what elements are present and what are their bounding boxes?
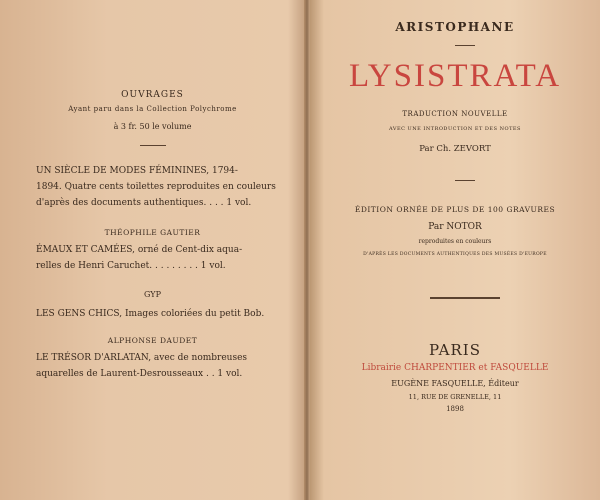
ouvrages-heading: OUVRAGES: [121, 90, 184, 100]
author-gyp: GYP: [144, 290, 161, 299]
illustrator-line: Par NOTOR: [428, 222, 482, 232]
translator-line: Par Ch. ZEVORT: [419, 144, 491, 154]
author-gautier: THÉOPHILE GAUTIER: [104, 228, 201, 237]
city: PARIS: [428, 341, 482, 359]
ornament-rule: [430, 297, 500, 299]
author-daudet: ALPHONSE DAUDET: [107, 336, 198, 345]
entry-gens-chics: LES GENS CHICS, Images coloriées du petit Bob.: [36, 309, 265, 319]
address-line: 11, RUE DE GRENELLE, 11: [408, 393, 502, 401]
divider: [455, 45, 475, 46]
right-page: [310, 0, 600, 500]
traduction-line: TRADUCTION NOUVELLE: [402, 110, 508, 118]
entry-modes: UN SIÈCLE DE MODES FÉMININES, 1794- 1894. Quatre cents toilettes reproduites en couleurs d'après des documents authentiques. . . . 1 vol.: [36, 166, 276, 208]
entry-tresor: LE TRÉSOR D'ARLATAN, avec de nombreuses aquarelles de Laurent-Desrousseaux . . 1 vol.: [36, 353, 248, 379]
introduction-line: AVEC UNE INTRODUCTION ET DES NOTES: [389, 126, 521, 132]
reproduites-line: reproduites en couleurs: [418, 238, 492, 245]
publisher-red: Librairie CHARPENTIER et FASQUELLE: [361, 363, 549, 373]
divider: [455, 180, 475, 181]
book-title: LYSISTRATA: [348, 58, 562, 94]
divider: [140, 145, 166, 146]
apres-line: D'APRÈS LES DOCUMENTS AUTHENTIQUES DES MUSÉES D'EUROPE: [363, 252, 547, 257]
edition-line: ÉDITION ORNÉE DE PLUS DE 100 GRAVURES: [354, 205, 556, 214]
author-name: ARISTOPHANE: [395, 20, 515, 34]
entry-emaux: ÉMAUX ET CAMÉES, orné de Cent-dix aqua- relles de Henri Caruchet. . . . . . . . . 1 vol.: [36, 245, 243, 271]
collection-subheading: Ayant paru dans la Collection Polychrome: [68, 105, 237, 113]
publisher-editor: EUGÈNE FASQUELLE, Éditeur: [391, 379, 519, 388]
year: 1898: [446, 405, 464, 413]
price-line: à 3 fr. 50 le volume: [113, 122, 192, 131]
